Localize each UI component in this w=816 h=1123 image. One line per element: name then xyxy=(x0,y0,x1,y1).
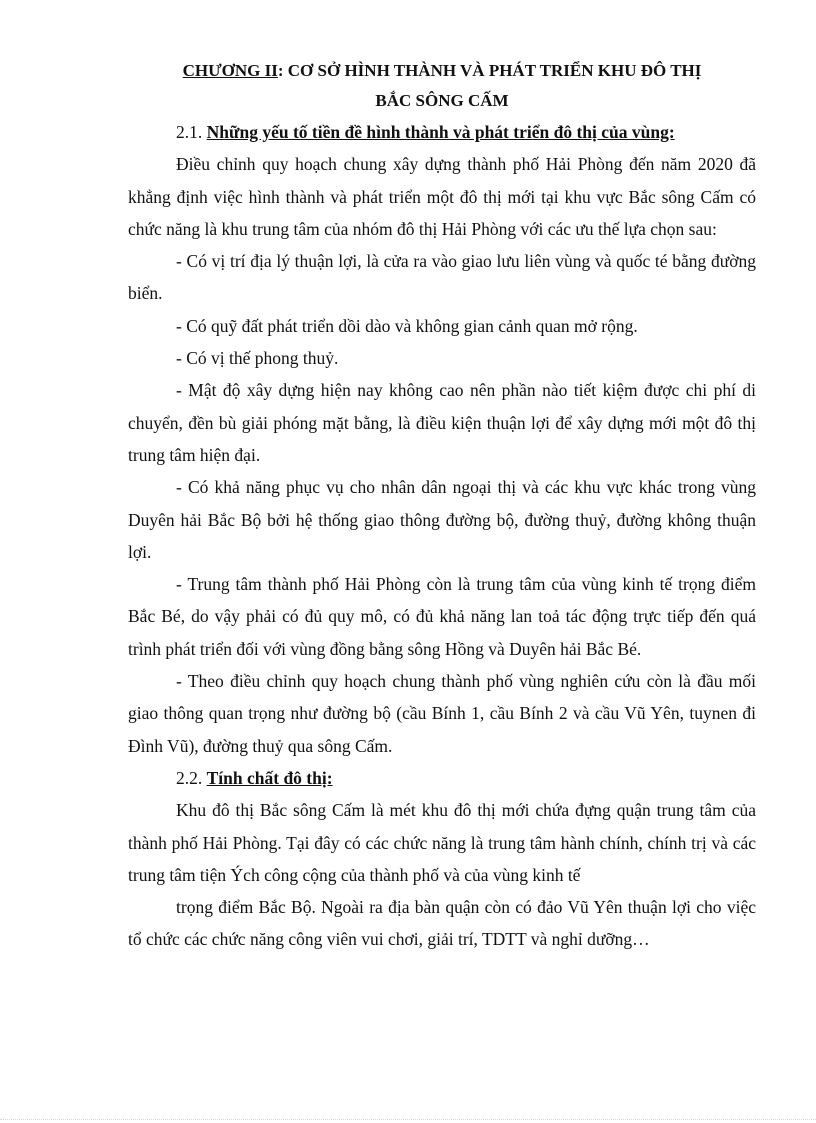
bullet-paragraph: - Có khả năng phục vụ cho nhân dân ngoại thị và các khu vực khác trong vùng Duyên hải Bắc Bộ bởi hệ thống giao thông đường bộ, đường thuỷ, đường không thuận lợi. xyxy=(128,477,756,562)
paragraph: Điều chỉnh quy hoạch chung xây dựng thành phố Hải Phòng đến năm 2020 đã khẳng định việc hình thành và phát triển một đô thị mới tại khu vực Bắc sông Cấm có chức năng là khu trung tâm của nhóm đô thị Hải Phòng với các ưu thế lựa chọn sau: xyxy=(128,154,756,239)
paragraph: trọng điểm Bắc Bộ. Ngoài ra địa bàn quận còn có đảo Vũ Yên thuận lợi cho việc tổ chức các chức năng công viên vui chơi, giải trí, TDTT và nghỉ dưỡng… xyxy=(128,897,756,950)
bullet-paragraph: - Mật độ xây dựng hiện nay không cao nên phần nào tiết kiệm được chi phí di chuyển, đền bù giải phóng mặt bằng, là điều kiện thuận lợi để xây dựng mới một đô thị trung tâm hiện đại. xyxy=(128,380,756,465)
page-bottom-divider xyxy=(0,1119,816,1120)
chapter-colon: : xyxy=(277,61,284,80)
section-number: 2.2. xyxy=(176,767,207,788)
section-heading-2-2 xyxy=(128,762,756,794)
section-heading-2-1 xyxy=(128,116,756,148)
chapter-title-line1: CƠ SỞ HÌNH THÀNH VÀ PHÁT TRIỂN KHU ĐÔ THỊ xyxy=(283,61,702,80)
chapter-title-line2: BẮC SÔNG CẤM xyxy=(375,91,509,110)
paragraph: Khu đô thị Bắc sông Cấm là mét khu đô thị mới chứa đựng quận trung tâm của thành phố Hải Phòng. Tại đây có các chức năng là trung tâm hành chính, chính trị và các trung tâm tiện Ých công cộng của thành phố và của vùng kinh tế xyxy=(128,800,756,885)
bullet-paragraph: - Trung tâm thành phố Hải Phòng còn là trung tâm của vùng kinh tế trọng điểm Bắc Bé, do vậy phải có đủ quy mô, có đủ khả năng lan toả tác động trực tiếp đến quá trình phát triển đối với vùng đồng bằng sông Hồng và Duyên hải Bắc Bé. xyxy=(128,574,756,659)
chapter-title xyxy=(128,56,756,116)
section-title: Những yếu tố tiền đề hình thành và phát triển đô thị của vùng: xyxy=(206,122,675,142)
section-number: 2.1. xyxy=(176,122,207,142)
bullet-paragraph: - Theo điều chỉnh quy hoạch chung thành phố vùng nghiên cứu còn là đầu mối giao thông quan trọng như đường bộ (cầu Bính 1, cầu Bính 2 và cầu Vũ Yên, tuynen đi Đình Vũ), đường thuỷ qua sông Cấm. xyxy=(128,671,756,756)
section-title: Tính chất đô thị: xyxy=(206,767,333,788)
bullet-paragraph: - Có vị trí địa lý thuận lợi, là cửa ra vào giao lưu liên vùng và quốc té bằng đường biển. xyxy=(128,251,756,304)
bullet-paragraph: - Có quỹ đất phát triển dồi dào và không gian cảnh quan mở rộng. xyxy=(176,315,638,336)
bullet-paragraph: - Có vị thế phong thuỷ. xyxy=(176,348,339,369)
chapter-label: CHƯƠNG II xyxy=(182,61,278,80)
